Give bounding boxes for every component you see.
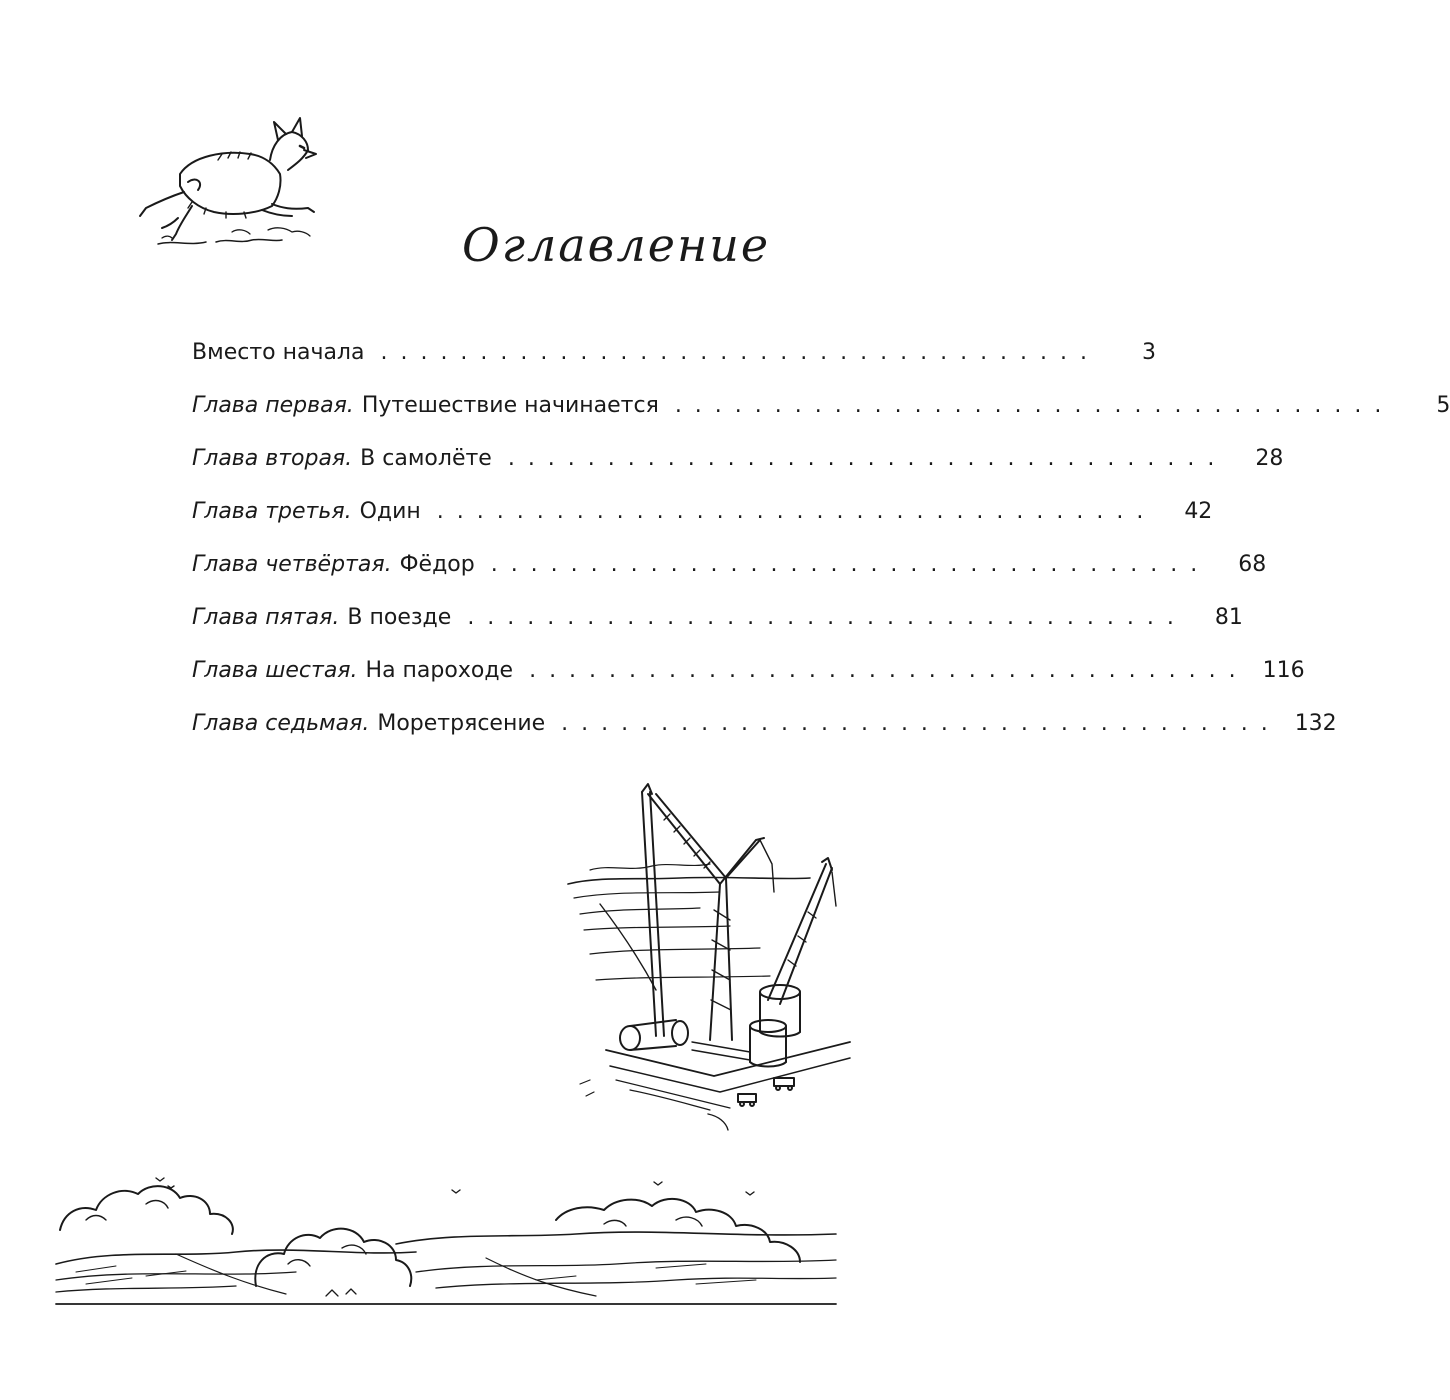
toc-chapter-title: Моретрясение [377, 711, 546, 736]
toc-chapter-title: Вместо начала [192, 340, 365, 365]
toc-entry[interactable] [192, 446, 1284, 499]
toc-page-number: 42 [1184, 499, 1213, 524]
toc-chapter-label: Глава шестая. [192, 658, 358, 683]
toc-chapter-title: Путешествие начинается [361, 393, 659, 418]
toc-page-number: 3 [1142, 340, 1156, 365]
toc-entry[interactable] [192, 658, 1305, 711]
landscape-illustration [56, 1168, 836, 1308]
toc-chapter-title: На пароходе [365, 658, 514, 683]
toc-chapter-label: Глава первая. [192, 393, 354, 418]
toc-leader-dots: . . . . . . . . . . . . . . . . . . . . . . . . . . . . . . . . . . . . [380, 340, 1090, 365]
dog-illustration [132, 112, 322, 252]
toc-chapter-label: Глава пятая. [192, 605, 340, 630]
toc-leader-dots: . . . . . . . . . . . . . . . . . . . . . . . . . . . . . . . . . . . . [674, 393, 1385, 418]
toc-chapter-label: Глава седьмая. [192, 711, 370, 736]
toc-entry[interactable] [192, 393, 1450, 446]
toc-leader-dots: . . . . . . . . . . . . . . . . . . . . . . . . . . . . . . . . . . . . [561, 711, 1271, 736]
toc-leader-dots: . . . . . . . . . . . . . . . . . . . . . . . . . . . . . . . . . . . . [529, 658, 1239, 683]
toc-page-number: 68 [1238, 552, 1267, 577]
toc-page-number: 116 [1262, 658, 1305, 683]
toc-chapter-title: В самолёте [360, 446, 492, 471]
page-title: Оглавление [462, 218, 771, 272]
toc-leader-dots: . . . . . . . . . . . . . . . . . . . . . . . . . . . . . . . . . . . . [507, 446, 1218, 471]
toc-page-number: 28 [1255, 446, 1284, 471]
toc-entry[interactable] [192, 552, 1267, 605]
toc-chapter-label: Глава четвёртая. [192, 552, 392, 577]
toc-entry[interactable] [192, 340, 1156, 393]
toc-chapter-title: В поезде [347, 605, 452, 630]
toc-leader-dots: . . . . . . . . . . . . . . . . . . . . . . . . . . . . . . . . . . . . [490, 552, 1201, 577]
toc-entry[interactable] [192, 605, 1243, 658]
toc-leader-dots: . . . . . . . . . . . . . . . . . . . . . . . . . . . . . . . . . . . . [467, 605, 1177, 630]
toc-chapter-title: Один [359, 499, 421, 524]
toc-leader-dots: . . . . . . . . . . . . . . . . . . . . . . . . . . . . . . . . . . . . [436, 499, 1147, 524]
toc-chapter-label: Глава третья. [192, 499, 352, 524]
toc-entry[interactable] [192, 711, 1337, 764]
toc-page-number: 81 [1214, 605, 1243, 630]
toc-chapter-title: Фёдор [399, 552, 475, 577]
cranes-illustration [560, 780, 860, 1130]
toc-page-number: 5 [1436, 393, 1450, 418]
toc-entry[interactable] [192, 499, 1213, 552]
toc-chapter-label: Глава вторая. [192, 446, 353, 471]
table-of-contents [192, 340, 1450, 764]
toc-page-number: 132 [1294, 711, 1337, 736]
